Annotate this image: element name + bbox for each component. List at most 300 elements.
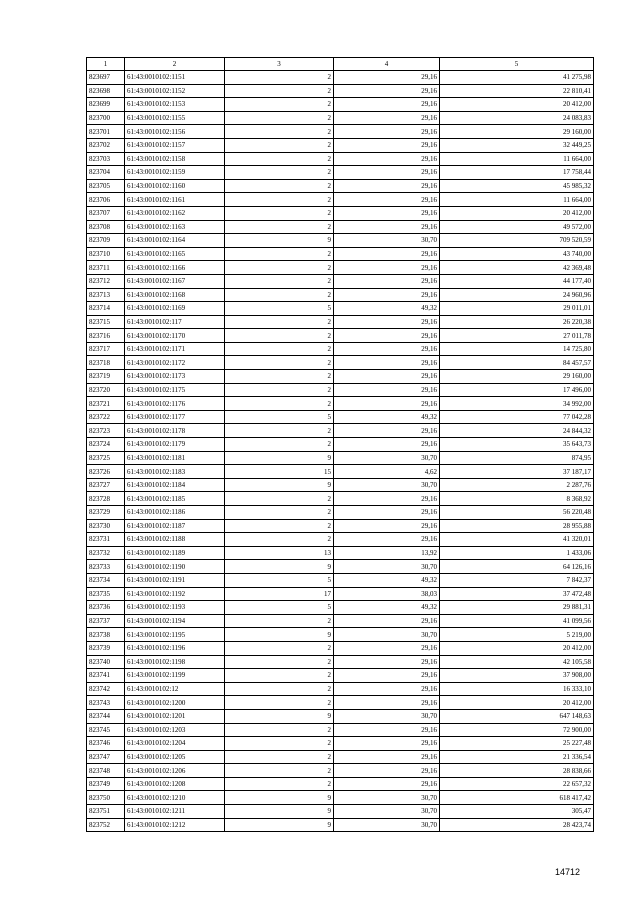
col-4-cell: 29,16 <box>334 98 440 112</box>
col-3-cell: 2 <box>225 438 334 452</box>
col-3-cell: 5 <box>225 573 334 587</box>
col-4-cell: 29,16 <box>334 424 440 438</box>
col-4-cell: 30,70 <box>334 478 440 492</box>
col-5-cell: 41 320,01 <box>440 533 594 547</box>
col-4-cell: 29,16 <box>334 397 440 411</box>
cadastral-number-cell: 61:43:0010102:1166 <box>125 261 225 275</box>
cadastral-number-cell: 61:43:0010102:1151 <box>125 71 225 85</box>
col-4-cell: 29,16 <box>334 261 440 275</box>
cadastral-number-cell: 61:43:0010102:1155 <box>125 111 225 125</box>
cadastral-number-cell: 61:43:0010102:1165 <box>125 247 225 261</box>
col-4-cell: 29,16 <box>334 655 440 669</box>
table-row <box>87 234 594 248</box>
cadastral-number-cell: 61:43:0010102:1199 <box>125 669 225 683</box>
col-4-cell: 29,16 <box>334 166 440 180</box>
col-4-cell: 13,92 <box>334 546 440 560</box>
col-4-cell: 29,16 <box>334 383 440 397</box>
row-id-cell: 823713 <box>87 288 125 302</box>
col-5-cell: 20 412,00 <box>440 206 594 220</box>
col-4-cell: 29,16 <box>334 125 440 139</box>
cadastral-number-cell: 61:43:0010102:1211 <box>125 805 225 819</box>
col-4-cell: 29,16 <box>334 329 440 343</box>
col-5-cell: 41 099,56 <box>440 614 594 628</box>
cadastral-number-cell: 61:43:0010102:1178 <box>125 424 225 438</box>
cadastral-number-cell: 61:43:0010102:1176 <box>125 397 225 411</box>
data-table <box>86 57 594 832</box>
cadastral-number-cell: 61:43:0010102:12 <box>125 682 225 696</box>
cadastral-number-cell: 61:43:0010102:1200 <box>125 696 225 710</box>
table-row <box>87 764 594 778</box>
cadastral-number-cell: 61:43:0010102:1198 <box>125 655 225 669</box>
col-4-cell: 29,16 <box>334 179 440 193</box>
cadastral-number-cell: 61:43:0010102:1161 <box>125 193 225 207</box>
cadastral-number-cell: 61:43:0010102:1156 <box>125 125 225 139</box>
col-3-cell: 2 <box>225 125 334 139</box>
col-4-cell: 29,16 <box>334 492 440 506</box>
col-4-cell: 30,70 <box>334 818 440 832</box>
cadastral-number-cell: 61:43:0010102:1185 <box>125 492 225 506</box>
col-5-cell: 29 160,00 <box>440 125 594 139</box>
row-id-cell: 823729 <box>87 506 125 520</box>
cadastral-number-cell: 61:43:0010102:117 <box>125 315 225 329</box>
col-3-cell: 2 <box>225 193 334 207</box>
table-row <box>87 709 594 723</box>
col-5-cell: 21 336,54 <box>440 750 594 764</box>
col-5-cell: 7 842,37 <box>440 573 594 587</box>
table-row <box>87 111 594 125</box>
cadastral-number-cell: 61:43:0010102:1193 <box>125 601 225 615</box>
row-id-cell: 823701 <box>87 125 125 139</box>
cadastral-number-cell: 61:43:0010102:1153 <box>125 98 225 112</box>
table-row <box>87 193 594 207</box>
col-4-cell: 49,32 <box>334 410 440 424</box>
table-body <box>87 71 594 832</box>
row-id-cell: 823735 <box>87 587 125 601</box>
row-id-cell: 823747 <box>87 750 125 764</box>
row-id-cell: 823739 <box>87 641 125 655</box>
col-4-cell: 29,16 <box>334 777 440 791</box>
col-5-cell: 28 838,66 <box>440 764 594 778</box>
table-row <box>87 410 594 424</box>
col-3-cell: 2 <box>225 750 334 764</box>
col-3-cell: 2 <box>225 220 334 234</box>
col-4-cell: 29,16 <box>334 370 440 384</box>
cadastral-number-cell: 61:43:0010102:1189 <box>125 546 225 560</box>
cadastral-number-cell: 61:43:0010102:1188 <box>125 533 225 547</box>
col-5-cell: 37 472,48 <box>440 587 594 601</box>
col-4-cell: 29,16 <box>334 315 440 329</box>
col-3-cell: 2 <box>225 397 334 411</box>
col-3-cell: 2 <box>225 71 334 85</box>
table-row <box>87 791 594 805</box>
row-id-cell: 823697 <box>87 71 125 85</box>
table-row <box>87 138 594 152</box>
table-row <box>87 288 594 302</box>
table-row <box>87 342 594 356</box>
table-row <box>87 628 594 642</box>
table-row <box>87 166 594 180</box>
row-id-cell: 823746 <box>87 737 125 751</box>
col-5-cell: 45 985,32 <box>440 179 594 193</box>
col-3-cell: 9 <box>225 478 334 492</box>
col-3-cell: 2 <box>225 370 334 384</box>
cadastral-number-cell: 61:43:0010102:1206 <box>125 764 225 778</box>
cadastral-number-cell: 61:43:0010102:1181 <box>125 451 225 465</box>
col-3-cell: 13 <box>225 546 334 560</box>
col-3-cell: 2 <box>225 669 334 683</box>
col-5-cell: 56 220,48 <box>440 506 594 520</box>
row-id-cell: 823733 <box>87 560 125 574</box>
table-row <box>87 465 594 479</box>
col-5-cell: 84 457,57 <box>440 356 594 370</box>
cadastral-number-cell: 61:43:0010102:1157 <box>125 138 225 152</box>
table-row <box>87 206 594 220</box>
cadastral-number-cell: 61:43:0010102:1171 <box>125 342 225 356</box>
row-id-cell: 823722 <box>87 410 125 424</box>
row-id-cell: 823715 <box>87 315 125 329</box>
header-col-1: 1 <box>87 58 125 71</box>
col-3-cell: 5 <box>225 601 334 615</box>
col-4-cell: 49,32 <box>334 601 440 615</box>
cadastral-number-cell: 61:43:0010102:1208 <box>125 777 225 791</box>
col-3-cell: 2 <box>225 84 334 98</box>
col-5-cell: 34 992,00 <box>440 397 594 411</box>
col-5-cell: 22 810,41 <box>440 84 594 98</box>
col-4-cell: 30,70 <box>334 791 440 805</box>
table-row <box>87 152 594 166</box>
col-4-cell: 29,16 <box>334 193 440 207</box>
cadastral-number-cell: 61:43:0010102:1177 <box>125 410 225 424</box>
col-3-cell: 9 <box>225 791 334 805</box>
col-4-cell: 29,16 <box>334 288 440 302</box>
row-id-cell: 823699 <box>87 98 125 112</box>
table-row <box>87 315 594 329</box>
table-row <box>87 614 594 628</box>
table-row <box>87 451 594 465</box>
col-3-cell: 2 <box>225 682 334 696</box>
col-3-cell: 17 <box>225 587 334 601</box>
col-3-cell: 2 <box>225 533 334 547</box>
cadastral-number-cell: 61:43:0010102:1172 <box>125 356 225 370</box>
table-row <box>87 519 594 533</box>
table-row <box>87 818 594 832</box>
col-3-cell: 9 <box>225 560 334 574</box>
col-5-cell: 42 369,48 <box>440 261 594 275</box>
cadastral-number-cell: 61:43:0010102:1170 <box>125 329 225 343</box>
row-id-cell: 823751 <box>87 805 125 819</box>
col-4-cell: 29,16 <box>334 533 440 547</box>
col-5-cell: 25 227,48 <box>440 737 594 751</box>
page-number: 14712 <box>555 867 581 877</box>
table-row <box>87 492 594 506</box>
col-5-cell: 64 126,16 <box>440 560 594 574</box>
row-id-cell: 823737 <box>87 614 125 628</box>
col-4-cell: 30,70 <box>334 234 440 248</box>
col-5-cell: 874,95 <box>440 451 594 465</box>
col-4-cell: 29,16 <box>334 641 440 655</box>
col-3-cell: 2 <box>225 288 334 302</box>
row-id-cell: 823709 <box>87 234 125 248</box>
cadastral-number-cell: 61:43:0010102:1160 <box>125 179 225 193</box>
row-id-cell: 823734 <box>87 573 125 587</box>
table-row <box>87 506 594 520</box>
row-id-cell: 823708 <box>87 220 125 234</box>
table-row <box>87 383 594 397</box>
cadastral-number-cell: 61:43:0010102:1190 <box>125 560 225 574</box>
header-col-2: 2 <box>125 58 225 71</box>
cadastral-number-cell: 61:43:0010102:1162 <box>125 206 225 220</box>
col-3-cell: 2 <box>225 723 334 737</box>
cadastral-number-cell: 61:43:0010102:1195 <box>125 628 225 642</box>
cadastral-number-cell: 61:43:0010102:1175 <box>125 383 225 397</box>
col-4-cell: 29,16 <box>334 614 440 628</box>
col-5-cell: 2 287,76 <box>440 478 594 492</box>
table-row <box>87 723 594 737</box>
col-3-cell: 15 <box>225 465 334 479</box>
row-id-cell: 823707 <box>87 206 125 220</box>
table-row <box>87 750 594 764</box>
col-5-cell: 24 960,96 <box>440 288 594 302</box>
cadastral-number-cell: 61:43:0010102:1152 <box>125 84 225 98</box>
col-5-cell: 28 955,88 <box>440 519 594 533</box>
col-5-cell: 11 664,00 <box>440 193 594 207</box>
col-4-cell: 29,16 <box>334 220 440 234</box>
row-id-cell: 823749 <box>87 777 125 791</box>
col-3-cell: 2 <box>225 138 334 152</box>
col-5-cell: 37 187,17 <box>440 465 594 479</box>
col-3-cell: 2 <box>225 179 334 193</box>
table-row <box>87 261 594 275</box>
cadastral-number-cell: 61:43:0010102:1183 <box>125 465 225 479</box>
cadastral-number-cell: 61:43:0010102:1210 <box>125 791 225 805</box>
cadastral-number-cell: 61:43:0010102:1186 <box>125 506 225 520</box>
row-id-cell: 823728 <box>87 492 125 506</box>
col-4-cell: 30,70 <box>334 451 440 465</box>
col-4-cell: 29,16 <box>334 764 440 778</box>
col-4-cell: 29,16 <box>334 84 440 98</box>
row-id-cell: 823736 <box>87 601 125 615</box>
table-row <box>87 805 594 819</box>
cadastral-number-cell: 61:43:0010102:1179 <box>125 438 225 452</box>
table-row <box>87 533 594 547</box>
cadastral-number-cell: 61:43:0010102:1187 <box>125 519 225 533</box>
row-id-cell: 823741 <box>87 669 125 683</box>
cadastral-number-cell: 61:43:0010102:1205 <box>125 750 225 764</box>
row-id-cell: 823718 <box>87 356 125 370</box>
cadastral-number-cell: 61:43:0010102:1204 <box>125 737 225 751</box>
col-4-cell: 49,32 <box>334 302 440 316</box>
row-id-cell: 823723 <box>87 424 125 438</box>
col-3-cell: 2 <box>225 519 334 533</box>
table-row <box>87 546 594 560</box>
col-4-cell: 29,16 <box>334 750 440 764</box>
row-id-cell: 823727 <box>87 478 125 492</box>
table-row <box>87 601 594 615</box>
col-5-cell: 27 011,78 <box>440 329 594 343</box>
row-id-cell: 823732 <box>87 546 125 560</box>
col-5-cell: 14 725,80 <box>440 342 594 356</box>
col-3-cell: 2 <box>225 315 334 329</box>
row-id-cell: 823716 <box>87 329 125 343</box>
col-4-cell: 29,16 <box>334 342 440 356</box>
col-5-cell: 24 083,83 <box>440 111 594 125</box>
row-id-cell: 823703 <box>87 152 125 166</box>
row-id-cell: 823710 <box>87 247 125 261</box>
col-5-cell: 20 412,00 <box>440 641 594 655</box>
col-5-cell: 32 449,25 <box>440 138 594 152</box>
cadastral-number-cell: 61:43:0010102:1212 <box>125 818 225 832</box>
cadastral-number-cell: 61:43:0010102:1194 <box>125 614 225 628</box>
col-3-cell: 2 <box>225 342 334 356</box>
table-row <box>87 682 594 696</box>
col-3-cell: 9 <box>225 805 334 819</box>
table-row <box>87 641 594 655</box>
col-5-cell: 22 657,32 <box>440 777 594 791</box>
col-5-cell: 618 417,42 <box>440 791 594 805</box>
cadastral-number-cell: 61:43:0010102:1167 <box>125 274 225 288</box>
row-id-cell: 823742 <box>87 682 125 696</box>
col-3-cell: 2 <box>225 261 334 275</box>
col-4-cell: 29,16 <box>334 438 440 452</box>
col-3-cell: 9 <box>225 818 334 832</box>
table-row <box>87 356 594 370</box>
table-row <box>87 397 594 411</box>
row-id-cell: 823748 <box>87 764 125 778</box>
row-id-cell: 823704 <box>87 166 125 180</box>
row-id-cell: 823726 <box>87 465 125 479</box>
col-5-cell: 5 219,00 <box>440 628 594 642</box>
col-5-cell: 72 900,00 <box>440 723 594 737</box>
col-4-cell: 29,16 <box>334 696 440 710</box>
col-3-cell: 2 <box>225 424 334 438</box>
table-row <box>87 777 594 791</box>
table-row <box>87 274 594 288</box>
col-4-cell: 29,16 <box>334 247 440 261</box>
row-id-cell: 823705 <box>87 179 125 193</box>
col-3-cell: 2 <box>225 247 334 261</box>
col-4-cell: 29,16 <box>334 519 440 533</box>
table-row <box>87 478 594 492</box>
col-3-cell: 2 <box>225 655 334 669</box>
table-row <box>87 560 594 574</box>
row-id-cell: 823714 <box>87 302 125 316</box>
cadastral-number-cell: 61:43:0010102:1192 <box>125 587 225 601</box>
table-row <box>87 696 594 710</box>
col-4-cell: 29,16 <box>334 206 440 220</box>
col-5-cell: 49 572,00 <box>440 220 594 234</box>
col-5-cell: 20 412,00 <box>440 696 594 710</box>
col-3-cell: 5 <box>225 302 334 316</box>
col-3-cell: 2 <box>225 764 334 778</box>
row-id-cell: 823724 <box>87 438 125 452</box>
cadastral-number-cell: 61:43:0010102:1184 <box>125 478 225 492</box>
col-3-cell: 2 <box>225 98 334 112</box>
table-row <box>87 179 594 193</box>
row-id-cell: 823740 <box>87 655 125 669</box>
col-5-cell: 29 011,01 <box>440 302 594 316</box>
col-3-cell: 2 <box>225 111 334 125</box>
col-5-cell: 20 412,00 <box>440 98 594 112</box>
col-4-cell: 29,16 <box>334 669 440 683</box>
table-row <box>87 220 594 234</box>
col-3-cell: 2 <box>225 492 334 506</box>
table-row <box>87 669 594 683</box>
cadastral-number-cell: 61:43:0010102:1203 <box>125 723 225 737</box>
col-5-cell: 28 423,74 <box>440 818 594 832</box>
col-5-cell: 305,47 <box>440 805 594 819</box>
table-row <box>87 438 594 452</box>
table-row <box>87 302 594 316</box>
col-5-cell: 35 643,73 <box>440 438 594 452</box>
col-5-cell: 77 042,28 <box>440 410 594 424</box>
col-5-cell: 29 881,31 <box>440 601 594 615</box>
col-5-cell: 17 496,00 <box>440 383 594 397</box>
col-5-cell: 37 908,00 <box>440 669 594 683</box>
col-3-cell: 9 <box>225 628 334 642</box>
row-id-cell: 823730 <box>87 519 125 533</box>
col-5-cell: 41 275,98 <box>440 71 594 85</box>
table-row <box>87 655 594 669</box>
cadastral-number-cell: 61:43:0010102:1173 <box>125 370 225 384</box>
row-id-cell: 823731 <box>87 533 125 547</box>
cadastral-number-cell: 61:43:0010102:1169 <box>125 302 225 316</box>
row-id-cell: 823750 <box>87 791 125 805</box>
table-row <box>87 573 594 587</box>
row-id-cell: 823711 <box>87 261 125 275</box>
col-5-cell: 42 105,58 <box>440 655 594 669</box>
table-row <box>87 587 594 601</box>
header-col-4: 4 <box>334 58 440 71</box>
header-row <box>87 58 594 71</box>
col-4-cell: 29,16 <box>334 506 440 520</box>
table-row <box>87 329 594 343</box>
col-3-cell: 2 <box>225 696 334 710</box>
col-4-cell: 29,16 <box>334 682 440 696</box>
row-id-cell: 823698 <box>87 84 125 98</box>
cadastral-number-cell: 61:43:0010102:1164 <box>125 234 225 248</box>
row-id-cell: 823738 <box>87 628 125 642</box>
col-4-cell: 30,70 <box>334 628 440 642</box>
row-id-cell: 823719 <box>87 370 125 384</box>
cadastral-number-cell: 61:43:0010102:1168 <box>125 288 225 302</box>
row-id-cell: 823706 <box>87 193 125 207</box>
row-id-cell: 823700 <box>87 111 125 125</box>
col-4-cell: 30,70 <box>334 560 440 574</box>
row-id-cell: 823725 <box>87 451 125 465</box>
row-id-cell: 823712 <box>87 274 125 288</box>
col-5-cell: 8 368,92 <box>440 492 594 506</box>
col-4-cell: 49,32 <box>334 573 440 587</box>
table-row <box>87 84 594 98</box>
col-5-cell: 29 160,00 <box>440 370 594 384</box>
col-5-cell: 17 758,44 <box>440 166 594 180</box>
table-row <box>87 247 594 261</box>
table-header <box>87 58 594 71</box>
col-5-cell: 43 740,00 <box>440 247 594 261</box>
col-4-cell: 30,70 <box>334 805 440 819</box>
cadastral-number-cell: 61:43:0010102:1159 <box>125 166 225 180</box>
col-3-cell: 2 <box>225 152 334 166</box>
col-5-cell: 16 333,10 <box>440 682 594 696</box>
col-4-cell: 29,16 <box>334 737 440 751</box>
col-4-cell: 29,16 <box>334 152 440 166</box>
cadastral-number-cell: 61:43:0010102:1196 <box>125 641 225 655</box>
table-row <box>87 370 594 384</box>
col-3-cell: 2 <box>225 383 334 397</box>
col-3-cell: 2 <box>225 737 334 751</box>
row-id-cell: 823717 <box>87 342 125 356</box>
table-row <box>87 98 594 112</box>
